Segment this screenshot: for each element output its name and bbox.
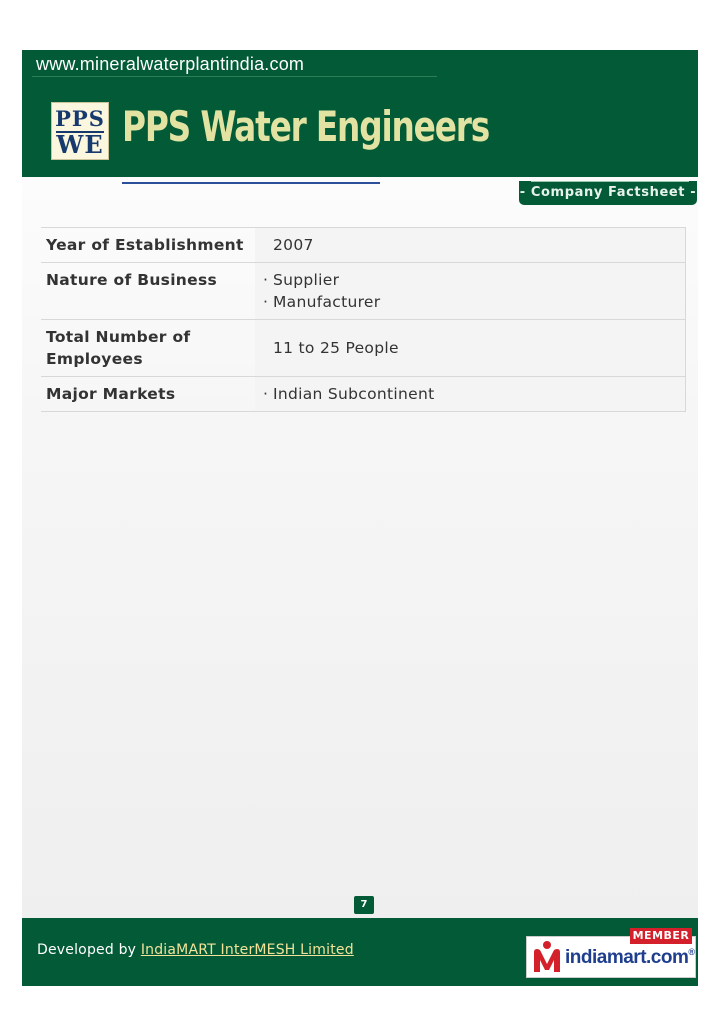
fact-label: Nature of Business [41, 263, 255, 320]
bullet-marker: · [263, 293, 269, 311]
table-row [41, 263, 686, 320]
developer-link[interactable]: IndiaMART InterMESH Limited [140, 942, 354, 958]
logo-text-bottom: WE [56, 130, 104, 159]
bullet-marker: · [263, 385, 269, 403]
site-url: www.mineralwaterplantindia.com [36, 54, 305, 74]
registered-mark: ® [688, 947, 695, 957]
page-number: 7 [354, 896, 374, 914]
section-tab [519, 181, 697, 205]
table-row [41, 377, 686, 412]
company-name-underline [122, 182, 380, 184]
bullet-marker: · [263, 271, 269, 289]
factsheet-page [22, 50, 698, 986]
list-item [263, 291, 677, 313]
fact-value: 11 to 25 People [255, 320, 686, 377]
list-item-text: Manufacturer [273, 293, 381, 311]
page-header [22, 50, 698, 177]
list-item [263, 383, 677, 405]
facts-table [41, 227, 686, 412]
fact-value: 2007 [255, 228, 686, 263]
logo-text-top: PPS [55, 106, 105, 131]
company-name: PPS Water Engineers [122, 102, 490, 151]
indiamart-m-icon [531, 940, 563, 974]
fact-value-list [255, 377, 686, 412]
fact-label: Major Markets [41, 377, 255, 412]
list-item-text: Supplier [273, 271, 340, 289]
member-badge-group [526, 926, 698, 986]
fact-label: Total Number of Employees [41, 320, 255, 377]
brand-text: indiamart.com [565, 947, 689, 968]
table-row [41, 228, 686, 263]
section-tab-rule [531, 181, 689, 182]
company-logo [51, 102, 109, 160]
fact-label: Year of Establishment [41, 228, 255, 263]
header-divider [32, 76, 437, 77]
table-row [41, 320, 686, 377]
developer-credit [37, 942, 354, 958]
developed-by-label: Developed by [37, 942, 137, 958]
indiamart-brand-text [565, 947, 695, 969]
fact-value-list [255, 263, 686, 320]
section-label: - Company Factsheet - [519, 185, 697, 200]
list-item-text: Indian Subcontinent [273, 385, 435, 403]
list-item [263, 269, 677, 291]
member-label: MEMBER [630, 928, 692, 944]
page-footer [22, 918, 698, 986]
